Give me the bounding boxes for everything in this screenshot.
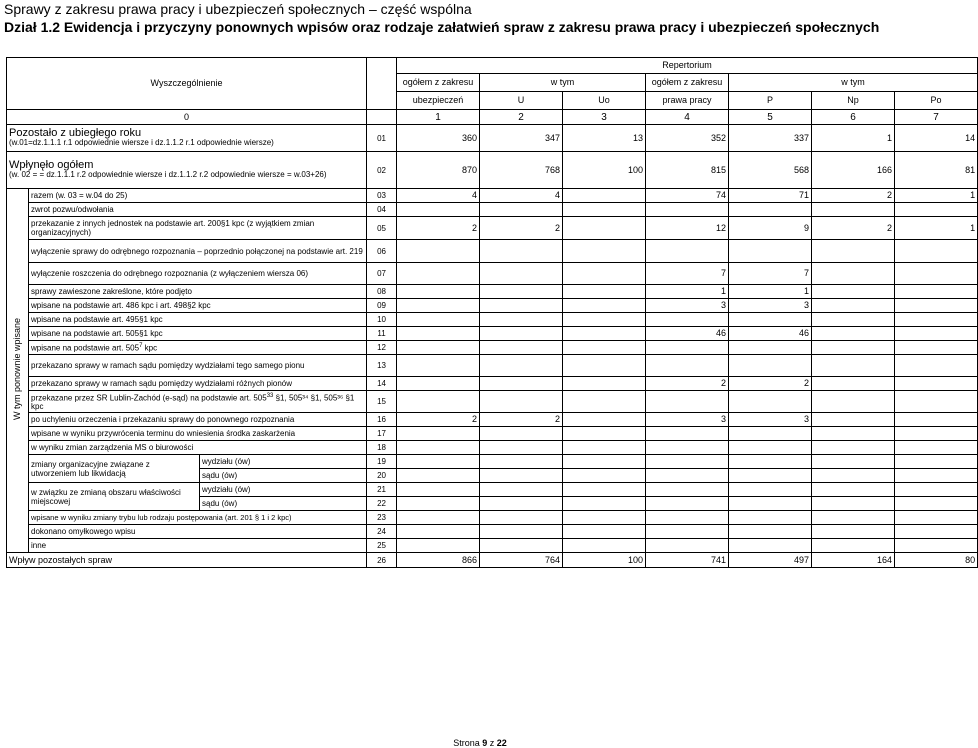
cell — [812, 285, 895, 299]
row-label: Pozostało z ubiegłego roku (w.01=dz.1.1.1 r.1 odpowiednie wiersze i dz.1.1.2 r.1 odpowiednie wiersze) — [7, 125, 367, 152]
cell — [895, 525, 978, 539]
cell: 7 — [646, 263, 729, 285]
row-number: 25 — [367, 539, 397, 553]
col-total-ubezp-2: ubezpieczeń — [397, 92, 480, 110]
table-row — [7, 217, 978, 240]
cell — [397, 469, 480, 483]
cell — [729, 441, 812, 455]
cell — [646, 455, 729, 469]
row-label: wpisane na podstawie art. $505^7$ kpc — [29, 341, 367, 355]
cell: 2 — [729, 377, 812, 391]
cell: 2 — [480, 413, 563, 427]
col-total-ubezp-1: ogółem z zakresu — [397, 74, 480, 92]
cell — [812, 203, 895, 217]
cell — [895, 413, 978, 427]
cell — [646, 441, 729, 455]
cell — [812, 539, 895, 553]
cell — [563, 391, 646, 413]
cell — [563, 355, 646, 377]
page-number: 9 — [482, 738, 488, 748]
cell: 3 — [729, 299, 812, 313]
cell: 4 — [480, 189, 563, 203]
col-wtym-2: w tym — [729, 74, 978, 92]
cell — [480, 313, 563, 327]
cell: 12 — [646, 217, 729, 240]
colnum: 5 — [729, 110, 812, 125]
row-label: wpisane na podstawie art. 505§1 kpc — [29, 327, 367, 341]
cell — [729, 511, 812, 525]
table-row — [7, 313, 978, 327]
row-number: 14 — [367, 377, 397, 391]
side-label: W tym ponownie wpisane — [7, 189, 29, 553]
column-numbers-row — [7, 110, 978, 125]
section-title: Dział 1.2 Ewidencja i przyczyny ponownych wpisów oraz rodzaje załatwień spraw z zakresu prawa pracy i ubezpieczeń społecznych — [4, 19, 880, 35]
cell — [895, 285, 978, 299]
cell — [480, 469, 563, 483]
cell — [480, 299, 563, 313]
cell — [480, 377, 563, 391]
cell — [480, 355, 563, 377]
col-uo: Uo — [563, 92, 646, 110]
cell — [563, 377, 646, 391]
cell — [646, 497, 729, 511]
cell — [563, 497, 646, 511]
cell — [729, 483, 812, 497]
cell — [729, 240, 812, 263]
row-label: wpisane w wyniku zmiany trybu lub rodzaju postępowania (art. 201 § 1 i 2 kpc) — [29, 511, 367, 525]
cell — [563, 539, 646, 553]
cell — [646, 427, 729, 441]
cell — [812, 240, 895, 263]
cell — [895, 539, 978, 553]
cell — [729, 427, 812, 441]
cell: 360 — [397, 125, 480, 152]
cell: 100 — [563, 152, 646, 189]
cell: 166 — [812, 152, 895, 189]
cell — [895, 299, 978, 313]
cell — [397, 299, 480, 313]
cell: 81 — [895, 152, 978, 189]
cell — [895, 427, 978, 441]
cell: 347 — [480, 125, 563, 152]
colnum: 0 — [7, 110, 367, 125]
row-label: wpisane w wyniku przywrócenia terminu do wniesienia środka zaskarżenia — [29, 427, 367, 441]
colnum: 4 — [646, 110, 729, 125]
cell: 2 — [812, 217, 895, 240]
cell: 337 — [729, 125, 812, 152]
cell — [397, 285, 480, 299]
row-label: w wyniku zmian zarządzenia MS o biurowości — [29, 441, 367, 455]
cell — [812, 497, 895, 511]
cell — [646, 391, 729, 413]
table-row — [7, 441, 978, 455]
cell — [646, 355, 729, 377]
row-number: 10 — [367, 313, 397, 327]
cell — [895, 377, 978, 391]
of-label: z — [489, 738, 495, 748]
cell — [895, 341, 978, 355]
cell — [729, 391, 812, 413]
cell: 815 — [646, 152, 729, 189]
row-number: 21 — [367, 483, 397, 497]
cell — [563, 285, 646, 299]
cell — [480, 511, 563, 525]
cell — [646, 469, 729, 483]
cell — [812, 413, 895, 427]
row-number: 13 — [367, 355, 397, 377]
cell — [646, 313, 729, 327]
spec-header: Wyszczególnienie — [7, 58, 367, 110]
row-number: 02 — [367, 152, 397, 189]
cell — [563, 313, 646, 327]
cell — [646, 341, 729, 355]
table-row — [7, 525, 978, 539]
cell — [812, 469, 895, 483]
row-label: przekazanie z innych jednostek na podstawie art. 200§1 kpc (z wyjątkiem zmian organizacyjnych) — [29, 217, 367, 240]
cell — [480, 327, 563, 341]
cell: 164 — [812, 553, 895, 568]
cell: 1 — [729, 285, 812, 299]
cell: 13 — [563, 125, 646, 152]
row-label: wydziału (ów) — [200, 483, 367, 497]
cell — [729, 341, 812, 355]
cell — [563, 327, 646, 341]
row-number: 04 — [367, 203, 397, 217]
row-number: 17 — [367, 427, 397, 441]
cell — [480, 525, 563, 539]
table-row — [7, 327, 978, 341]
table-row — [7, 355, 978, 377]
row-number: 18 — [367, 441, 397, 455]
table-row — [7, 299, 978, 313]
cell — [397, 483, 480, 497]
cell — [729, 355, 812, 377]
cell — [895, 203, 978, 217]
row-number: 06 — [367, 240, 397, 263]
table-row — [7, 391, 978, 413]
table-row — [7, 240, 978, 263]
cell: 7 — [729, 263, 812, 285]
table-row — [7, 511, 978, 525]
col-total-pp-2: prawa pracy — [646, 92, 729, 110]
page-title: Sprawy z zakresu prawa pracy i ubezpieczeń społecznych – część wspólna — [4, 1, 472, 17]
cell: 80 — [895, 553, 978, 568]
cell — [729, 469, 812, 483]
cell — [480, 539, 563, 553]
row-label: sprawy zawieszone zakreślone, które podjęto — [29, 285, 367, 299]
cell — [563, 427, 646, 441]
cell: 568 — [729, 152, 812, 189]
cell — [729, 203, 812, 217]
row-label: razem (w. 03 = w.04 do 25) — [29, 189, 367, 203]
row-label: po uchyleniu orzeczenia i przekazaniu sprawy do ponownego rozpoznania — [29, 413, 367, 427]
cell — [895, 355, 978, 377]
cell: 1 — [895, 189, 978, 203]
cell — [895, 469, 978, 483]
cell: 2 — [480, 217, 563, 240]
cell — [812, 455, 895, 469]
row-label: przekazano sprawy w ramach sądu pomiędzy wydziałami różnych pionów — [29, 377, 367, 391]
row-number: 23 — [367, 511, 397, 525]
cell — [895, 441, 978, 455]
cell: 14 — [895, 125, 978, 152]
group-label: w związku ze zmianą obszaru właściwości miejscowej — [29, 483, 200, 511]
colnum: 2 — [480, 110, 563, 125]
cell — [397, 263, 480, 285]
cell — [812, 299, 895, 313]
cell — [480, 341, 563, 355]
table-row — [7, 539, 978, 553]
cell — [480, 483, 563, 497]
row-label: Wpływ pozostałych spraw — [7, 553, 367, 568]
row-number: 12 — [367, 341, 397, 355]
row-label: wpisane na podstawie art. 486 kpc i art. 498§2 kpc — [29, 299, 367, 313]
cell — [812, 341, 895, 355]
colnum: 3 — [563, 110, 646, 125]
cell — [397, 427, 480, 441]
cell — [480, 441, 563, 455]
cell — [729, 497, 812, 511]
cell: 1 — [895, 217, 978, 240]
cell — [895, 391, 978, 413]
row-number: 05 — [367, 217, 397, 240]
cell: 46 — [646, 327, 729, 341]
cell — [480, 427, 563, 441]
cell — [895, 240, 978, 263]
cell — [812, 525, 895, 539]
row-label: wpisane na podstawie art. 495§1 kpc — [29, 313, 367, 327]
cell: 2 — [812, 189, 895, 203]
row-number: 09 — [367, 299, 397, 313]
row-label: dokonano omyłkowego wpisu — [29, 525, 367, 539]
row-label: sądu (ów) — [200, 469, 367, 483]
col-np: Np — [812, 92, 895, 110]
cell — [895, 497, 978, 511]
cell: 71 — [729, 189, 812, 203]
cell — [397, 327, 480, 341]
cell — [895, 327, 978, 341]
cell — [646, 240, 729, 263]
cell — [812, 355, 895, 377]
cell — [812, 441, 895, 455]
cell: 46 — [729, 327, 812, 341]
cell — [563, 240, 646, 263]
row-number: 01 — [367, 125, 397, 152]
cell — [563, 525, 646, 539]
cell — [812, 263, 895, 285]
cell: 3 — [646, 299, 729, 313]
cell — [895, 483, 978, 497]
page-total: 22 — [496, 738, 507, 748]
row-label: wydziału (ów) — [200, 455, 367, 469]
cell: 3 — [646, 413, 729, 427]
row-number: 26 — [367, 553, 397, 568]
row-number: 07 — [367, 263, 397, 285]
cell: 9 — [729, 217, 812, 240]
colnum: 6 — [812, 110, 895, 125]
cell — [812, 313, 895, 327]
cell: 1 — [812, 125, 895, 152]
colnum: 1 — [397, 110, 480, 125]
cell: 1 — [646, 285, 729, 299]
row-number: 08 — [367, 285, 397, 299]
table-row — [7, 427, 978, 441]
cell — [646, 511, 729, 525]
cell — [812, 377, 895, 391]
cell: 768 — [480, 152, 563, 189]
cell — [480, 285, 563, 299]
row-label: wyłączenie sprawy do odrębnego rozpoznania – poprzednio połączonej na podstawie art. 219 — [29, 240, 367, 263]
table-row — [7, 285, 978, 299]
cell — [397, 511, 480, 525]
table-row — [7, 152, 978, 189]
registry-table — [6, 57, 978, 568]
cell — [397, 240, 480, 263]
table-row — [7, 413, 978, 427]
col-po: Po — [895, 92, 978, 110]
cell — [397, 525, 480, 539]
cell — [646, 525, 729, 539]
cell — [563, 263, 646, 285]
cell — [812, 327, 895, 341]
cell: 741 — [646, 553, 729, 568]
row-number: 11 — [367, 327, 397, 341]
cell: 100 — [563, 553, 646, 568]
cell — [397, 313, 480, 327]
cell — [563, 189, 646, 203]
cell — [480, 203, 563, 217]
cell — [563, 413, 646, 427]
row-number: 19 — [367, 455, 397, 469]
cell: 870 — [397, 152, 480, 189]
page-label: Strona — [453, 738, 480, 748]
row-number: 20 — [367, 469, 397, 483]
col-p: P — [729, 92, 812, 110]
row-label: przekazane przez SR Lublin-Zachód (e-sąd) na podstawie art. $505^{33}$ §1, 505³⁴ §1, 505³⁶ §1 kpc — [29, 391, 367, 413]
row-label: przekazano sprawy w ramach sądu pomiędzy wydziałami tego samego pionu — [29, 355, 367, 377]
row-number: 16 — [367, 413, 397, 427]
cell — [729, 455, 812, 469]
cell — [812, 427, 895, 441]
cell — [563, 441, 646, 455]
cell: 352 — [646, 125, 729, 152]
row-number: 03 — [367, 189, 397, 203]
cell — [563, 469, 646, 483]
cell: 866 — [397, 553, 480, 568]
cell — [397, 377, 480, 391]
header-row — [7, 58, 978, 74]
cell — [563, 203, 646, 217]
cell — [397, 355, 480, 377]
cell — [397, 203, 480, 217]
cell: 3 — [729, 413, 812, 427]
cell — [895, 263, 978, 285]
col-total-pp-1: ogółem z zakresu — [646, 74, 729, 92]
cell — [563, 341, 646, 355]
table-row — [7, 203, 978, 217]
cell — [563, 299, 646, 313]
table-row — [7, 377, 978, 391]
cell — [480, 497, 563, 511]
cell: 74 — [646, 189, 729, 203]
cell: 2 — [646, 377, 729, 391]
cell — [563, 217, 646, 240]
cell — [729, 313, 812, 327]
table-row — [7, 263, 978, 285]
row-number: 24 — [367, 525, 397, 539]
cell — [397, 441, 480, 455]
table-row — [7, 125, 978, 152]
row-number: 22 — [367, 497, 397, 511]
cell — [563, 511, 646, 525]
table-row — [7, 553, 978, 568]
cell — [895, 455, 978, 469]
cell — [895, 313, 978, 327]
col-wtym-1: w tym — [480, 74, 646, 92]
page-footer — [0, 738, 960, 748]
table-row — [7, 341, 978, 355]
table-row — [7, 189, 978, 203]
cell — [729, 525, 812, 539]
cell: 4 — [397, 189, 480, 203]
row-label: Wpłynęło ogółem (w. 02 = = dz.1.1.1 r.2 odpowiednie wiersze i dz.1.1.2 r.2 odpowiednie wiersze = w.03+26) — [7, 152, 367, 189]
cell — [646, 483, 729, 497]
table-row — [7, 483, 978, 497]
cell — [480, 240, 563, 263]
row-number: 15 — [367, 391, 397, 413]
cell — [812, 511, 895, 525]
cell: 2 — [397, 413, 480, 427]
cell — [646, 539, 729, 553]
cell — [397, 341, 480, 355]
cell — [480, 455, 563, 469]
row-label: sądu (ów) — [200, 497, 367, 511]
cell: 764 — [480, 553, 563, 568]
cell — [397, 391, 480, 413]
cell — [812, 483, 895, 497]
cell: 2 — [397, 217, 480, 240]
cell — [397, 455, 480, 469]
row-label: wyłączenie roszczenia do odrębnego rozpoznania (z wyłączeniem wiersza 06) — [29, 263, 367, 285]
cell: 497 — [729, 553, 812, 568]
cell — [563, 483, 646, 497]
col-u: U — [480, 92, 563, 110]
cell — [480, 263, 563, 285]
cell — [895, 511, 978, 525]
cell — [563, 455, 646, 469]
repertorium-header: Repertorium — [397, 58, 978, 74]
cell — [812, 391, 895, 413]
row-label: inne — [29, 539, 367, 553]
cell — [397, 539, 480, 553]
cell — [397, 497, 480, 511]
cell — [480, 391, 563, 413]
group-label: zmiany organizacyjne związane z utworzeniem lub likwidacją — [29, 455, 200, 483]
cell — [729, 539, 812, 553]
table-row — [7, 455, 978, 469]
cell — [646, 203, 729, 217]
row-label: zwrot pozwu/odwołania — [29, 203, 367, 217]
colnum: 7 — [895, 110, 978, 125]
